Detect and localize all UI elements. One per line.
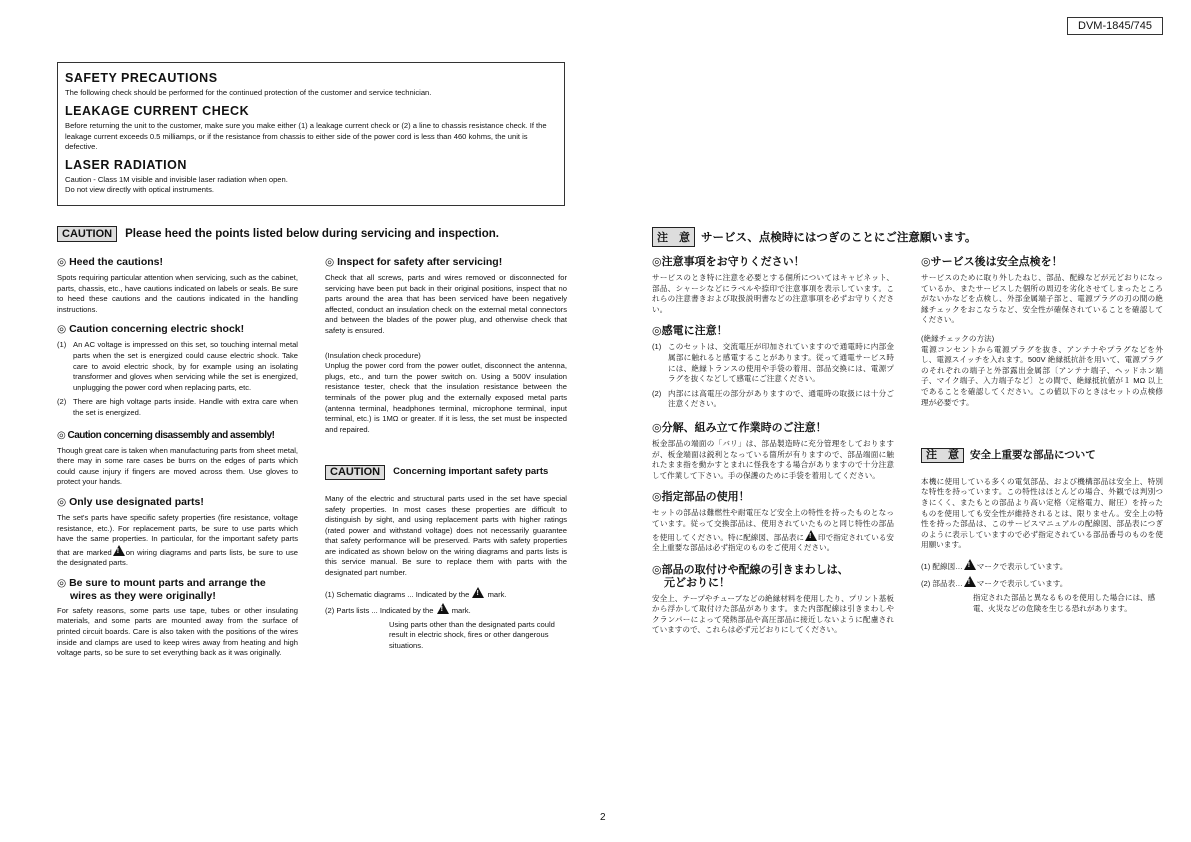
jp-list-schematic (921, 559, 1163, 573)
jp-caution-header: サービス、点検時にはつぎのことにご注意願います。 (701, 232, 977, 244)
jp-text-10: 指定された部品と異なるものを使用した場合には、感電、火災などの危険を生じる恐れがあります。 (973, 593, 1156, 613)
jp-text-4 (652, 508, 894, 553)
caution-safety-parts-row (325, 465, 567, 480)
safety-text: The following check should be performed for the continued protection of the customer and service technician. (65, 88, 432, 97)
heading-mount-parts (57, 577, 298, 603)
warning-triangle-icon (113, 545, 125, 556)
leakage-text: Before returning the unit to the customer, make sure you make either (1) a leakage current check or (2) a line to chassis resistance check. If the leakage current exceeds 0.5 milliamps, or if the resistance from chassis to either side of the power cord is less than 460 kohms, the unit is defective. (65, 121, 547, 151)
list-text: An AC voltage is impressed on this set, so touching internal metal parts when the set is energized could cause electric shock. Take care to avoid electric shock, by for example using an isolating transformer and gloves when servicing while the set is energized, unplugging the power cord when replacing parts, etc. (73, 340, 298, 392)
text-insulation-procedure: Unplug the power cord from the power outlet, disconnect the antenna, plugs, etc., and turn the power switch on. Using a 500V insulation resistance tester, check that the insulation resistance between the terminals of the power plug and the externally exposed metal parts (antenna terminal, headphones terminal, microphone terminal, input terminal, etc.) is 1MΩ or greater. If it is less, the set must be inspected and repaired. (325, 361, 567, 434)
list-parts (325, 603, 567, 617)
safety-precautions-box (57, 62, 565, 206)
list-number: (2) (652, 388, 662, 398)
list-number: (1) (652, 342, 662, 352)
caution-tag-2: CAUTION (325, 465, 385, 480)
caution-tag: CAUTION (57, 226, 117, 242)
english-column-2 (325, 256, 567, 652)
warning-triangle-icon (964, 576, 976, 587)
leakage-heading: LEAKAGE CURRENT CHECK (65, 104, 250, 119)
warning-triangle-icon (472, 587, 484, 598)
jp-text-4-b: 印で指定されている安全上重要な部品は必ず指定のものをご使用ください。 (652, 532, 894, 553)
list-text: このセットは、交流電圧が印加されていますので通電時に内部金属部に触れると感電することがあります。従って通電サービス時には、絶縁トランスの使用や手袋の着用、部品交換には、電源プラグを抜くなどして感電にご注意ください。 (668, 342, 894, 384)
laser-text (65, 175, 556, 196)
jp-heading-1: ◎注意事項をお守りください！ (652, 256, 805, 268)
heading-heed-cautions: ◎ Heed the cautions! (57, 256, 164, 268)
jp-text-4-a: セットの部品は難燃性や耐電圧など安全上の特性を持ったものとなっています。従って交換部品は、使用されていたものと同じ特性の部品を使用してください。特に配線図、部品表に (652, 508, 894, 542)
jp-text-5: 安全上、テープやチューブなどの絶縁材料を使用したり、プリント基板から浮かして取付けた部品があります。また内部配線は引きまわしやクランパーによって発熱部品や高圧部品に接近しないように配慮されていますので、これらは必ず元どおりにしてください。 (652, 593, 894, 635)
text-designated-parts-a: The set's parts have specific safety properties (fire resistance, voltage resistance, etc.). For replacement parts, be sure to use parts which have the same properties. In particular, for the important safety parts that are marked (57, 512, 298, 557)
text-mount-parts: For safety reasons, some parts use tape, tubes or other insulating materials, and some parts are mounted away from the surface of printed circuit boards. Care is also taken with the positions of the wires inside and clamps are used to keep wires away from heating and high voltage parts, so be sure to set everything back as it was originally. (57, 605, 298, 658)
english-column-1 (57, 256, 298, 667)
heading-designated-parts: ◎ Only use designated parts! (57, 495, 204, 508)
text-safety-parts: Many of the electric and structural parts used in the set have special safety properties. In most cases these properties are difficult to distinguish by sight, and using replacement parts with higher ratings (rated power and withstand voltage) does not necessarily guarantee that safety performance will be preserved. Parts with safety properties are indicated as shown below on the wiring diagrams and parts lists is this service manual. Be sure to replace them with parts with the designated part number. (325, 493, 567, 578)
jp-heading-5 (652, 564, 894, 590)
list-schematic-mark: mark. (487, 589, 507, 599)
text-designated-parts-b: on wiring diagrams and parts lists, be sure to use the designated parts. (57, 547, 298, 568)
caution-safety-parts-title: Concerning important safety parts (393, 466, 549, 478)
jp-list-parts (921, 576, 1163, 590)
jp-heading-5-line-1: ◎部品の取付けや配線の引きまわしは、 (652, 563, 849, 576)
model-number: DVM-1845/745 (1067, 17, 1163, 35)
jp-insulation-title: (絶縁チェックの方法) (921, 333, 995, 343)
jp-list-shock (652, 342, 894, 410)
jp-heading-2: ◎感電に注意！ (652, 325, 728, 338)
list-text: 内部には高電圧の部分がありますので、通電時の取扱には十分ご注意ください。 (668, 388, 894, 409)
jp-heading-5-line-2: 元どおりに！ (664, 576, 730, 589)
list-item (652, 342, 894, 384)
jp-heading-4: ◎指定部品の使用！ (652, 491, 750, 504)
list-number: (1) (57, 340, 67, 350)
jp-list-parts-text: (2) 部品表… (921, 579, 963, 589)
jp-heading-6: ◎サービス後は安全点検を！ (921, 256, 1063, 268)
jp-list-parts-mark: マークで表示しています。 (976, 579, 1068, 589)
japanese-column-1 (652, 256, 894, 644)
heading-mount-parts-line-2: wires as they were originally! (70, 589, 216, 602)
laser-line-1: Caution - Class 1M visible and invisible laser radiation when open. (65, 175, 288, 185)
warning-triangle-icon (437, 603, 449, 614)
safety-heading: SAFETY PRECAUTIONS (65, 71, 218, 85)
list-text: There are high voltage parts inside. Handle with extra care when the set is energized. (73, 397, 298, 417)
heading-electric-shock: ◎ Caution concerning electric shock! (57, 323, 245, 336)
laser-line-2: Do not view directly with optical instruments. (65, 185, 214, 195)
jp-caution-tag-2: 注 意 (921, 448, 964, 463)
jp-text-6: サービスのために取り外したねじ、部品、配線などが元どおりになっているか、またサービスした個所の周辺を劣化させてしまったところがないかなどを点検し、外部金属端子部と、電源プラグの刃の間の絶縁チェックをおこなうなど、安全性が確保されていることを確認してください。 (921, 273, 1163, 325)
text-insulation-procedure-title: (Insulation check procedure) (325, 350, 421, 360)
list-schematic (325, 587, 567, 601)
text-disassembly: Though great care is taken when manufacturing parts from sheet metal, there may in some rare cases be burrs on the edges of parts which could cause injury if fingers are moved across them. Use gloves to protect your hands. (57, 445, 298, 487)
jp-list-schematic-mark: マークで表示しています。 (976, 561, 1068, 571)
jp-safety-parts-title: 安全上重要な部品について (970, 449, 1096, 462)
jp-text-3: 板金部品の端面の「バリ」は、部品製造時に充分管理をしておりますが、板金端面は鋭利となっている箇所が有りますので、部品端面に触れたまま指を動かすとまれに怪我をする場合がありますので十分注意して作業して下さい。手の保護のために手袋を着用してください。 (652, 438, 894, 480)
text-inspect-safety: Check that all screws, parts and wires removed or disconnected for servicing have been put back in their original positions, inspect that no parts around the area that has been serviced have been negatively affected, conduct an insulation check on the external metal connectors and between the blades of the power plug, and otherwise check that safety is ensured. (325, 273, 567, 335)
list-item (57, 340, 298, 393)
jp-caution-safety-parts-row (921, 448, 1163, 463)
jp-heading-3: ◎分解、組み立て作業時のご注意！ (652, 421, 827, 434)
text-designated-parts (57, 513, 298, 569)
caution-header: Please heed the points listed below during servicing and inspection. (125, 228, 499, 240)
heading-disassembly: ◎ Caution concerning disassembly and assembly! (57, 429, 275, 441)
caution-header-row (57, 226, 499, 242)
warning-triangle-icon (964, 559, 976, 570)
list-schematic-text: (1) Schematic diagrams ... Indicated by the (325, 589, 470, 599)
warning-triangle-icon (805, 530, 817, 541)
jp-text-1: サービスのとき特に注意を必要とする個所についてはキャビネット、部品、シャーシなどにラベルや捺印で注意事項を表示しています。これらの注意書きおよび取扱説明書などの注意事項を必ずお守りください。 (652, 273, 894, 314)
page-number: 2 (600, 812, 606, 823)
list-electric-shock (57, 340, 298, 418)
list-item (652, 389, 894, 410)
jp-caution-header-row (652, 227, 976, 247)
jp-text-9: 本機に使用している多くの電気部品、および機構部品は安全上、特別な特性を持っています。この特性はほとんどの場合、外観では判別つきにくく、またもとの部品より高い定格（定格電力、耐圧）を持ったものを使用しても安全性が維持されるとは、限りません。安全上の特性を持った部品は、このサービスマニュアルの配線図、部品表につぎのように表示していますので必ず指定されている部品番号のものを使用願います。 (921, 476, 1163, 550)
text-heed-cautions: Spots requiring particular attention when servicing, such as the cabinet, parts, chassis, etc., have cautions indicated on labels or seals. Be sure to heed these cautions and the cautions indicated in the handling instructions. (57, 273, 298, 314)
jp-insulation-text: 電源コンセントから電源プラグを抜き、アンテナやプラグなどを外し、電源スイッチを入れます。500V 絶縁抵抗計を用いて、電源プラグのそれぞれの端子と外部露出金属部〔アンテナ端子、ヘッドホン端子、マイク端子、入力端子など〕との間で、絶縁抵抗値が１ MΩ 以上であることを確認してください。この値以下のときはセットの点検修理が必要です。 (921, 344, 1163, 407)
list-item (57, 397, 298, 418)
japanese-column-2 (921, 256, 1163, 614)
heading-inspect-safety: ◎ Inspect for safety after servicing! (325, 256, 503, 268)
text-dangerous: Using parts other than the designated parts could result in electric shock, fires or other dangerous situations. (389, 619, 555, 651)
list-number: (2) (57, 397, 67, 407)
laser-heading: LASER RADIATION (65, 158, 187, 173)
jp-list-schematic-text: (1) 配線図… (921, 561, 963, 571)
jp-caution-tag: 注 意 (652, 227, 695, 247)
list-parts-text: (2) Parts lists ... Indicated by the (325, 606, 434, 616)
list-parts-mark: mark. (451, 606, 471, 616)
heading-mount-parts-line-1: ◎ Be sure to mount parts and arrange the (57, 576, 266, 589)
